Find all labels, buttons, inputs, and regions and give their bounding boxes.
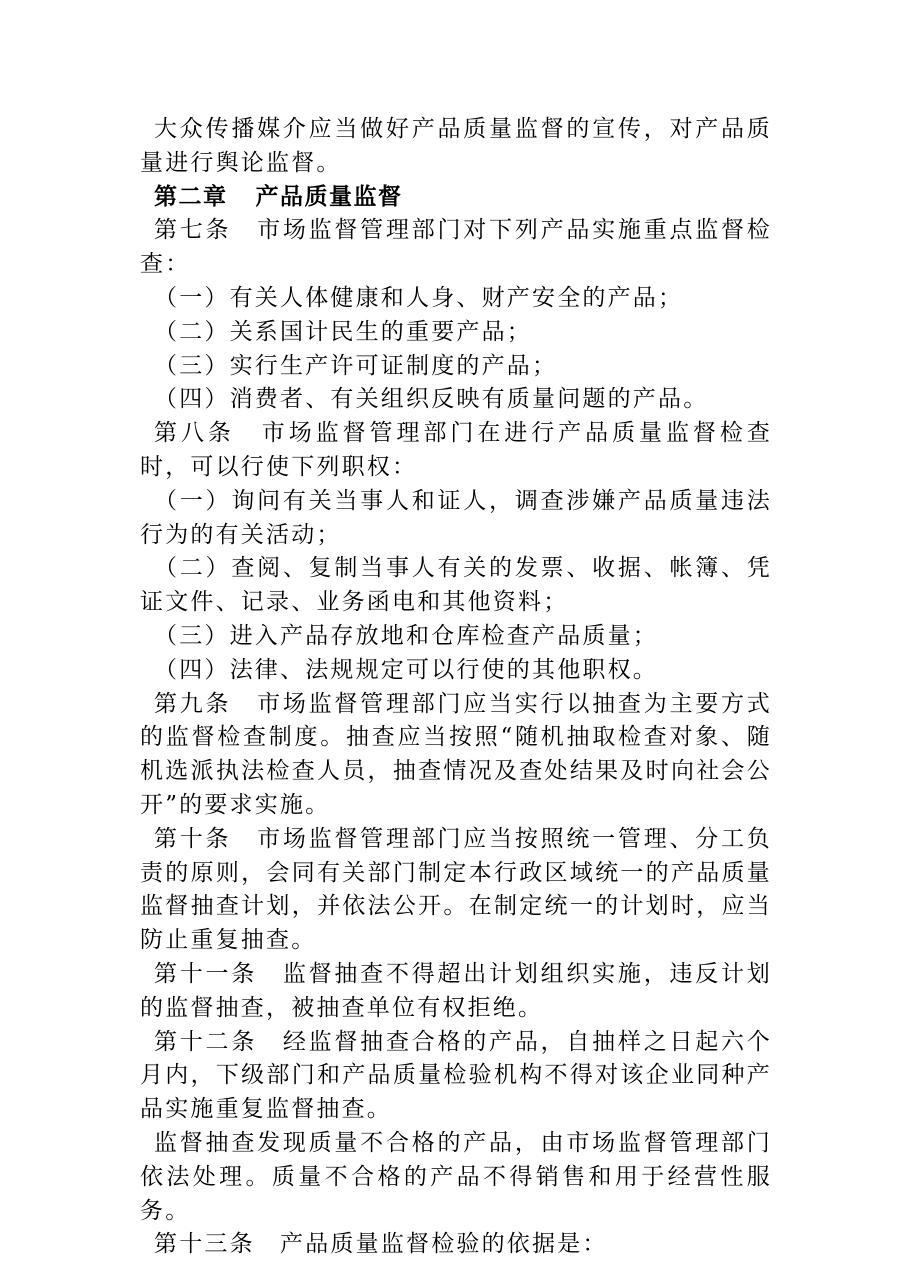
article-13: 第十三条 产品质量监督检验的依据是： — [154, 1231, 608, 1258]
chapter-number: 第二章 — [154, 183, 228, 210]
article-7-item-2: （二）关系国计民生的重要产品； — [154, 318, 532, 345]
article-7-item-1: （一）有关人体健康和人身、财产安全的产品； — [154, 284, 684, 311]
article-10: 第十条 市场监督管理部门应当按照统一管理、分工负责的原则，会同有关部门制定本行政区域统一的产品质量监督抽查计划，并依法公开。在制定统一的计划时，应当防止重复抽查。 — [140, 825, 772, 954]
chapter-title: 产品质量监督 — [255, 183, 403, 210]
article-8-item-2: （二）查阅、复制当事人有关的发票、收据、帐簿、凭证文件、记录、业务函电和其他资料； — [140, 555, 772, 616]
article-12: 第十二条 经监督抽查合格的产品，自抽样之日起六个月内，下级部门和产品质量检验机构不得对该企业同种产品实施重复监督抽查。 — [140, 1028, 772, 1123]
article-8-item-4: （四）法律、法规规定可以行使的其他职权。 — [154, 656, 658, 683]
chapter-heading — [140, 181, 772, 215]
article-7: 第七条 市场监督管理部门对下列产品实施重点监督检查： — [140, 217, 772, 278]
article-8-item-1: （一）询问有关当事人和证人，调查涉嫌产品质量违法行为的有关活动； — [140, 487, 772, 548]
article-8-item-3: （三）进入产品存放地和仓库检查产品质量； — [154, 622, 658, 649]
article-11: 第十一条 监督抽查不得超出计划组织实施，违反计划的监督抽查，被抽查单位有权拒绝。 — [140, 960, 772, 1021]
article-8: 第八条 市场监督管理部门在进行产品质量监督检查时，可以行使下列职权： — [140, 420, 772, 480]
article-7-item-4: （四）消费者、有关组织反映有质量问题的产品。 — [154, 386, 709, 413]
article-7-item-3: （三）实行生产许可证制度的产品； — [154, 352, 558, 379]
paragraph-media-supervision: 大众传播媒介应当做好产品质量监督的宣传，对产品质量进行舆论监督。 — [140, 116, 772, 176]
article-9: 第九条 市场监督管理部门应当实行以抽查为主要方式的监督检查制度。抽查应当按照“随机抽取检查对象、随机选派执法检查人员，抽查情况及查处结果及时向社会公开”的要求实施。 — [140, 690, 772, 818]
article-12-paragraph-2: 监督抽查发现质量不合格的产品，由市场监督管理部门依法处理。质量不合格的产品不得销售和用于经营性服务。 — [140, 1129, 772, 1224]
document-body — [140, 113, 772, 1262]
